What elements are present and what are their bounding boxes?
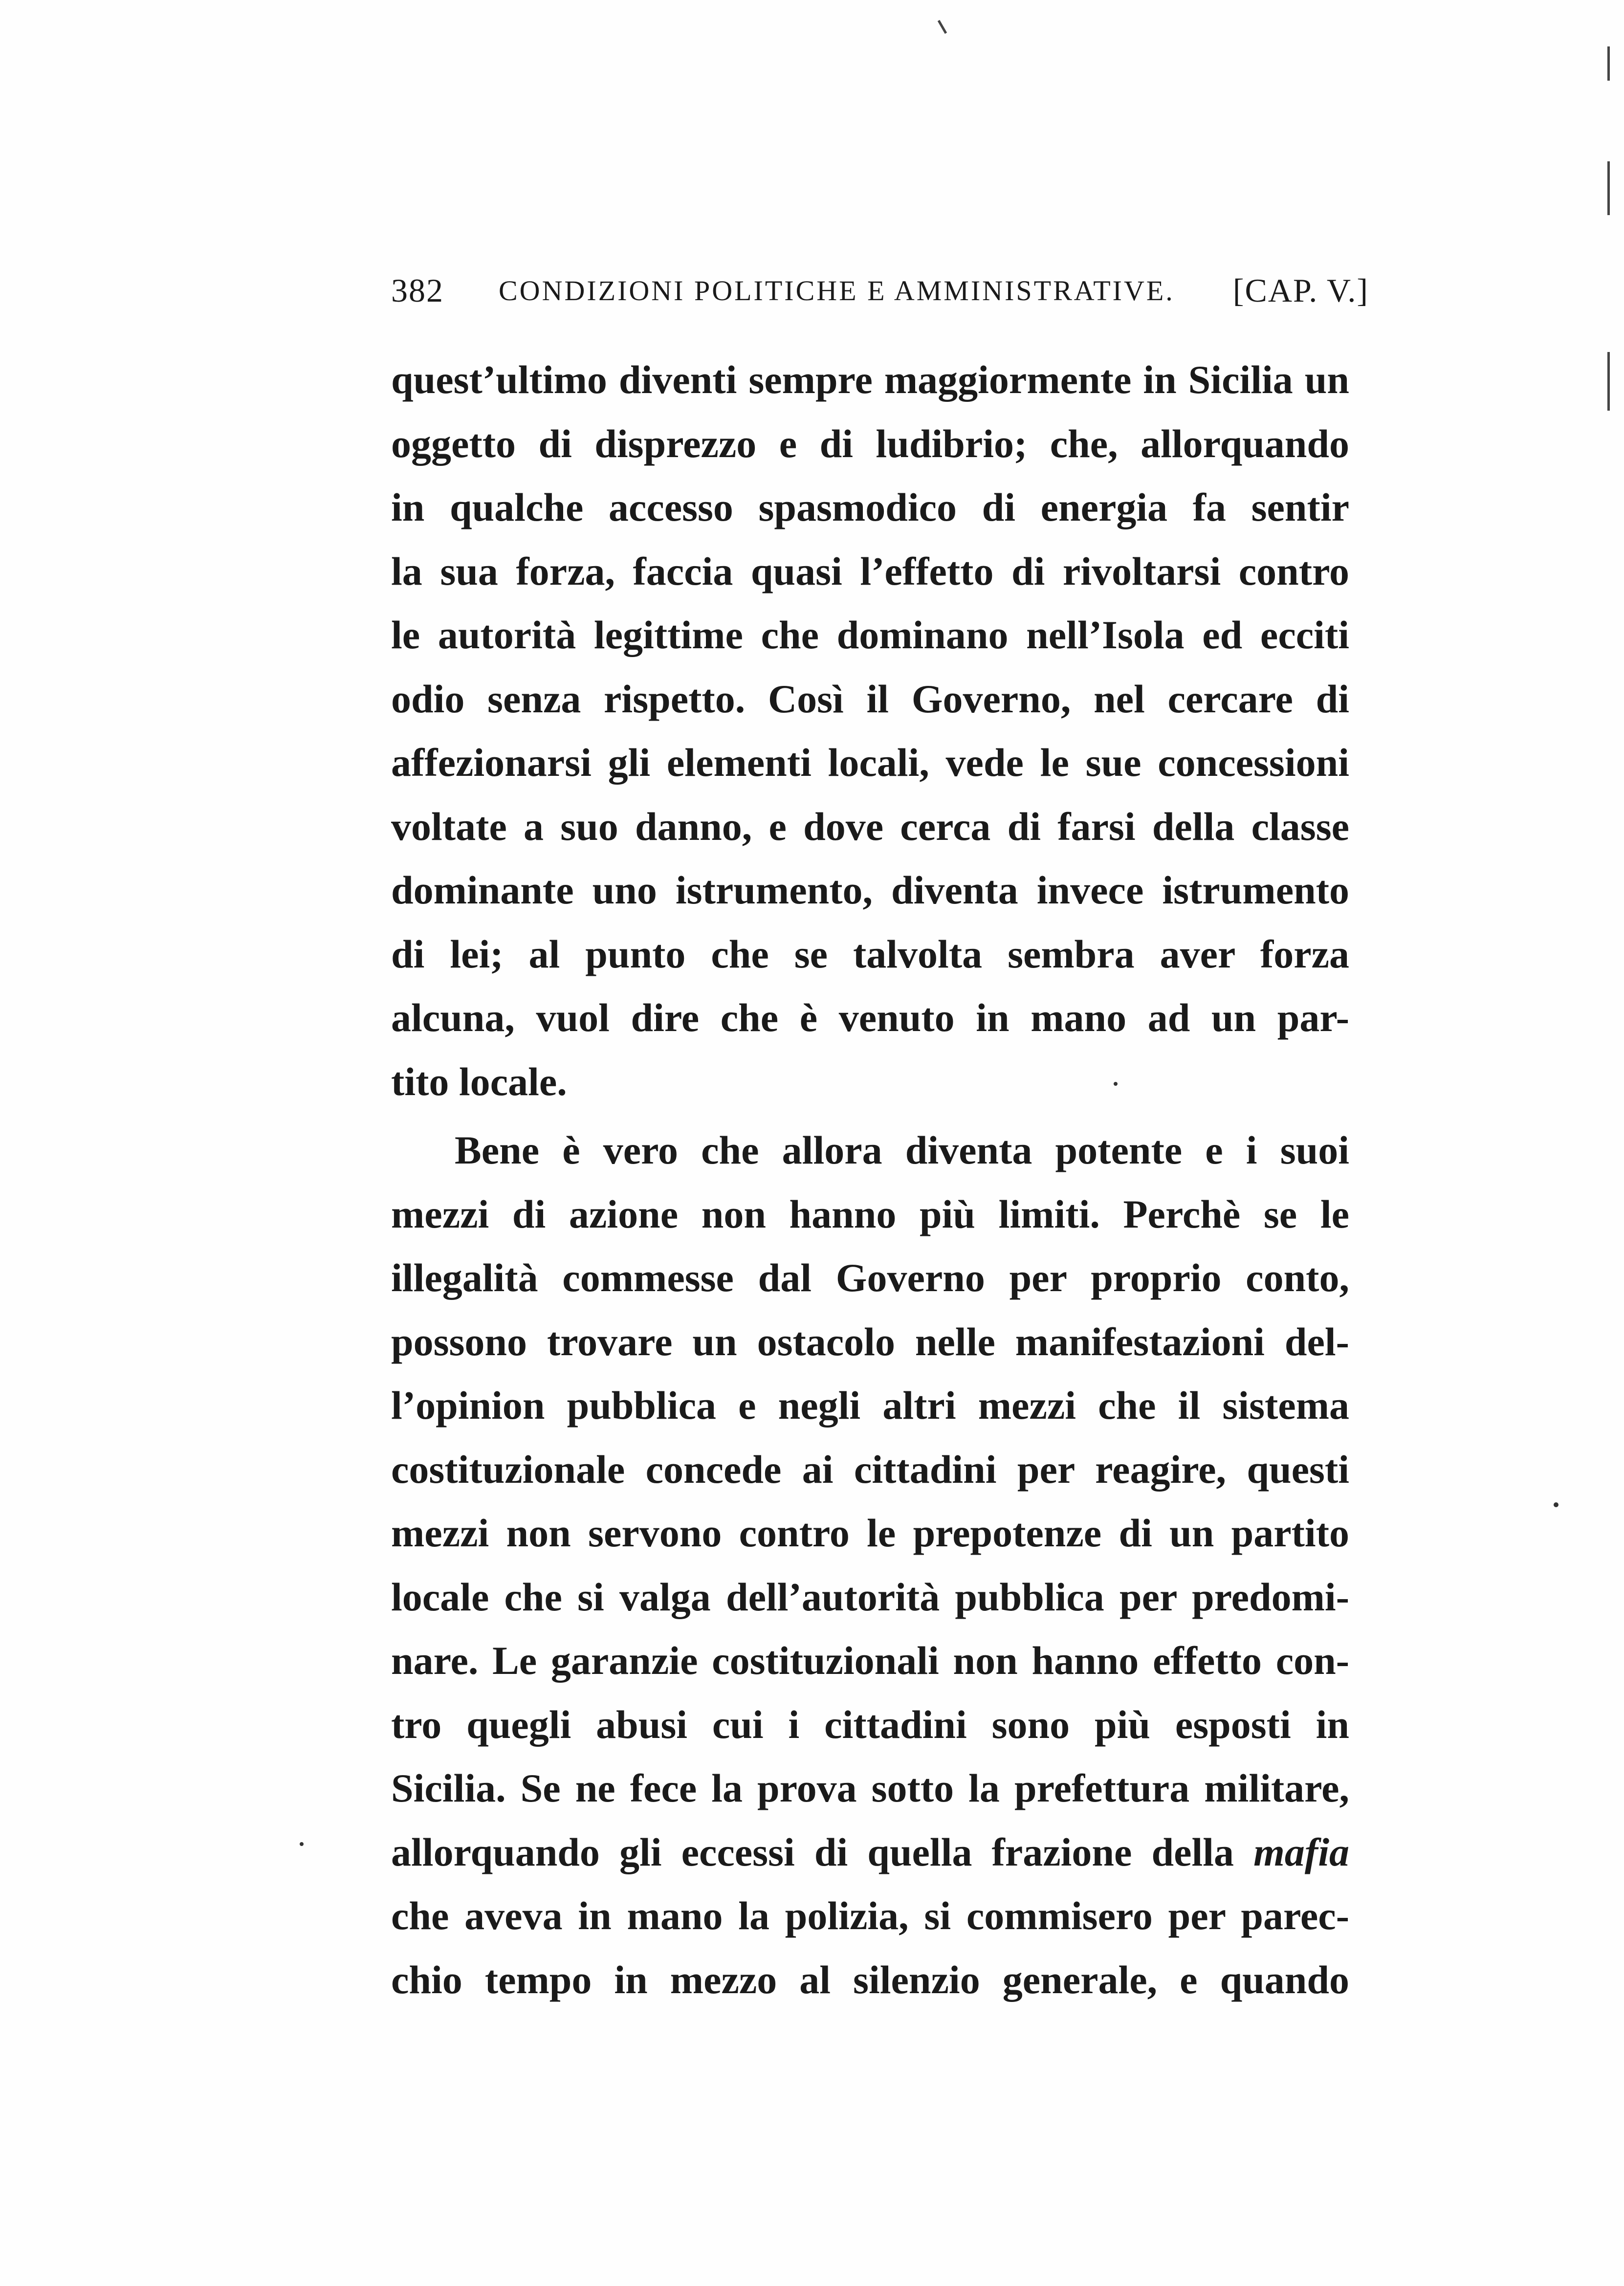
- body-text: [391, 348, 1349, 2012]
- margin-mark: [1607, 352, 1610, 411]
- text-line: le autorità legittime che dominano nell’Isola ed ecciti: [391, 613, 1349, 657]
- text-line: locale che si valga dell’autorità pubblica per predomi-: [391, 1574, 1349, 1619]
- text-line: mezzi non servono contro le prepotenze di un partito: [391, 1511, 1349, 1555]
- speck: [300, 1842, 304, 1846]
- running-head: [391, 271, 1369, 325]
- text-line: illegalità commesse dal Governo per proprio conto,: [391, 1255, 1349, 1300]
- text-line: dominante uno istrumento, diventa invece istrumento: [391, 868, 1349, 912]
- text-line-paragraph-end: tito locale.: [391, 1059, 567, 1104]
- text-line: oggetto di disprezzo e di ludibrio; che, allorquando: [391, 421, 1349, 466]
- running-head-title: CONDIZIONI POLITICHE E AMMINISTRATIVE.: [499, 275, 1175, 307]
- text-line: in qualche accesso spasmodico di energia fa sentir: [391, 485, 1349, 529]
- text-line-paragraph-start: Bene è vero che allora diventa potente e i suoi: [455, 1128, 1349, 1172]
- scan-mark: [938, 20, 947, 34]
- text-line: Sicilia. Se ne fece la prova sotto la prefettura militare,: [391, 1766, 1349, 1810]
- italic-word: mafia: [1253, 1829, 1349, 1874]
- text-line: affezionarsi gli elementi locali, vede le sue concessioni: [391, 740, 1349, 785]
- margin-mark: [1607, 46, 1610, 81]
- text-line: tro quegli abusi cui i cittadini sono più esposti in: [391, 1702, 1349, 1747]
- text-line: che aveva in mano la polizia, si commisero per parec-: [391, 1893, 1349, 1938]
- chapter-reference: [CAP. V.]: [1232, 272, 1369, 309]
- margin-mark: [1607, 161, 1610, 215]
- page-number: 382: [391, 272, 444, 309]
- text-line: alcuna, vuol dire che è venuto in mano ad un par-: [391, 995, 1349, 1040]
- text-line: costituzionale concede ai cittadini per reagire, questi: [391, 1447, 1349, 1492]
- text-line: di lei; al punto che se talvolta sembra aver forza: [391, 931, 1349, 976]
- text-line-with-italic: [391, 1821, 1349, 1885]
- text-line: quest’ultimo diventi sempre maggiormente in Sicilia un: [391, 357, 1349, 402]
- text-line: la sua forza, faccia quasi l’effetto di rivoltarsi contro: [391, 549, 1349, 593]
- text-line: l’opinion pubblica e negli altri mezzi che il sistema: [391, 1383, 1349, 1428]
- text-line: nare. Le garanzie costituzionali non hanno effetto con-: [391, 1638, 1349, 1683]
- text-line: voltate a suo danno, e dove cerca di farsi della classe: [391, 804, 1349, 849]
- text-line: chio tempo in mezzo al silenzio generale, e quando: [391, 1957, 1349, 2002]
- text-line: mezzi di azione non hanno più limiti. Perchè se le: [391, 1191, 1349, 1236]
- speck: [1114, 1082, 1118, 1086]
- text-line-part: allorquando gli eccessi di quella frazione della: [391, 1829, 1234, 1874]
- text-line: odio senza rispetto. Così il Governo, nel cercare di: [391, 676, 1349, 721]
- text-line: possono trovare un ostacolo nelle manifestazioni del-: [391, 1319, 1349, 1364]
- speck: [1554, 1502, 1558, 1507]
